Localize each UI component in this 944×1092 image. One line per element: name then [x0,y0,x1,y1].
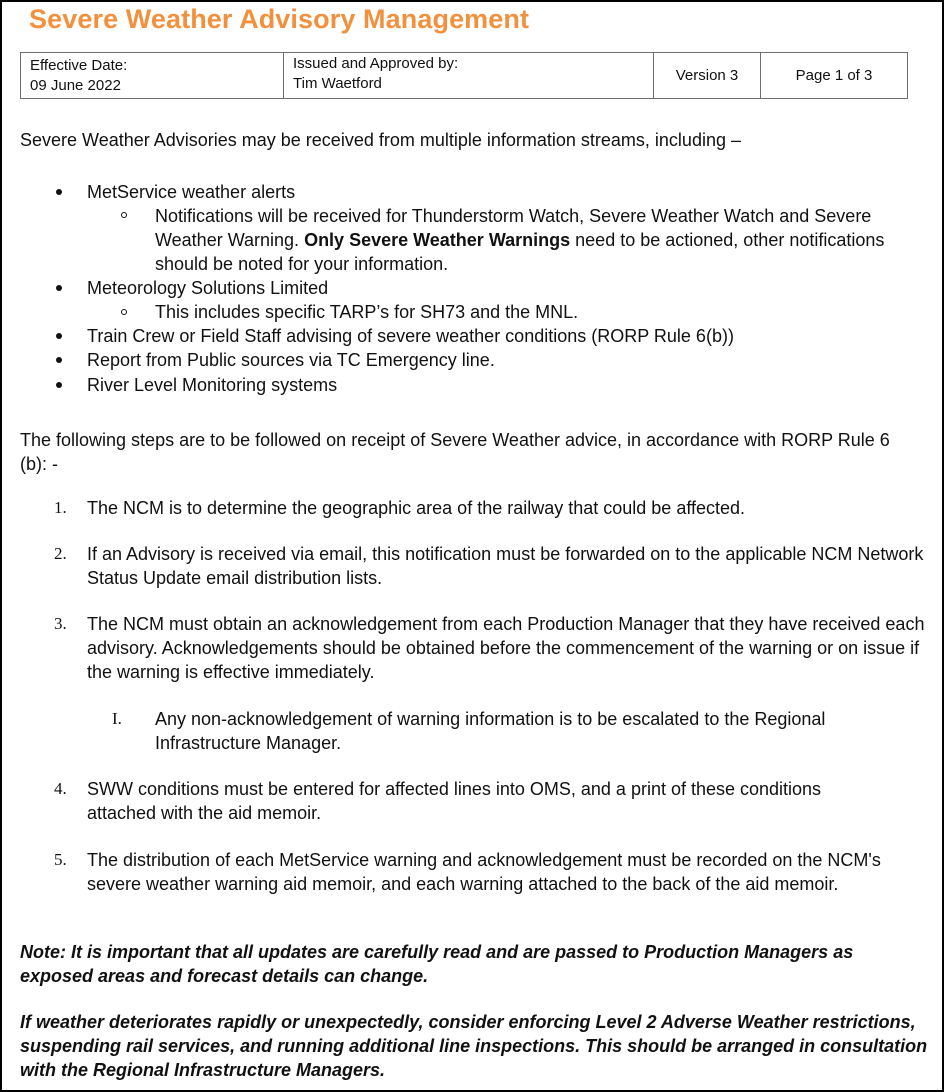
effective-date-label: Effective Date: [30,57,128,74]
step-2: If an Advisory is received via email, this notification must be forwarded on to the applicable NCM Network Status Update email distribution lists. [87,544,924,588]
document-header-table [20,52,908,99]
stream-item-public-report: Report from Public sources via TC Emergency line. [87,350,495,370]
stream-subitem-tarp: This includes specific TARP’s for SH73 and the MNL. [155,302,579,322]
closing-paragraph: If weather deteriorates rapidly or unexpectedly, consider enforcing Level 2 Adverse Weather restrictions, suspending rail services, and running additional line inspections. This should be arranged in consultation with the Regional Infrastructure Managers. [20,1012,928,1080]
step-number: 3. [54,614,67,633]
step-4: SWW conditions must be entered for affected lines into OMS, and a print of these conditions attached with the aid memoir. [87,779,822,823]
stream-item-meteorology: Meteorology Solutions Limited [87,278,329,298]
effective-date-value: 09 June 2022 [30,77,121,94]
issued-by-label: Issued and Approved by: [293,55,459,72]
bullet-icon [56,333,62,339]
page-number-cell: Page 1 of 3 [761,53,908,99]
stream-item-river-level: River Level Monitoring systems [87,375,338,395]
step-1: The NCM is to determine the geographic area of the railway that could be affected. [87,498,746,518]
step-number: 2. [54,544,67,563]
step-5: The distribution of each MetService warning and acknowledgement must be recorded on the NCM's severe weather warning aid memoir, and each warning attached to the back of the aid memoir. [87,850,881,894]
sub-bullet-icon [121,309,127,315]
steps-intro-paragraph: The following steps are to be followed on receipt of Severe Weather advice, in accordance with RORP Rule 6 (b): - [20,430,890,474]
substep-number: I. [112,709,122,728]
step-number: 1. [54,498,67,517]
substep-escalation: Any non-acknowledgement of warning information is to be escalated to the Regional Infrastructure Manager. [155,709,826,753]
stream-subitem-notifications [155,204,925,276]
bullet-icon [56,285,62,291]
subitem-text: need to be actioned, other notifications should be noted for your information. [155,230,885,274]
stream-item-train-crew: Train Crew or Field Staff advising of severe weather conditions (RORP Rule 6(b)) [87,326,734,346]
effective-date-cell [21,53,284,99]
subitem-text: Notifications will be received for Thunderstorm Watch, Severe Weather Watch and Severe Weather Warning. [155,206,872,250]
document-title: Severe Weather Advisory Management [29,4,530,34]
bullet-icon [56,189,62,195]
issued-by-value: Tim Waetford [293,75,382,92]
stream-item-metservice: MetService weather alerts [87,182,296,202]
sub-bullet-icon [121,212,127,218]
issued-by-cell [284,53,654,99]
step-3: The NCM must obtain an acknowledgement from each Production Manager that they have received each advisory. Acknowledgements should be obtained before the commencement of the warning or on issue if the warning is effective immediately. [87,614,925,682]
intro-paragraph: Severe Weather Advisories may be received from multiple information streams, including – [20,130,741,150]
subitem-emphasis: Only Severe Weather Warnings [304,230,571,250]
step-number: 5. [54,850,67,869]
step-number: 4. [54,779,67,798]
note-paragraph: Note: It is important that all updates are carefully read and are passed to Production Managers as exposed areas and forecast details can change. [20,942,854,986]
bullet-icon [56,382,62,388]
bullet-icon [56,357,62,363]
version-cell: Version 3 [654,53,761,99]
